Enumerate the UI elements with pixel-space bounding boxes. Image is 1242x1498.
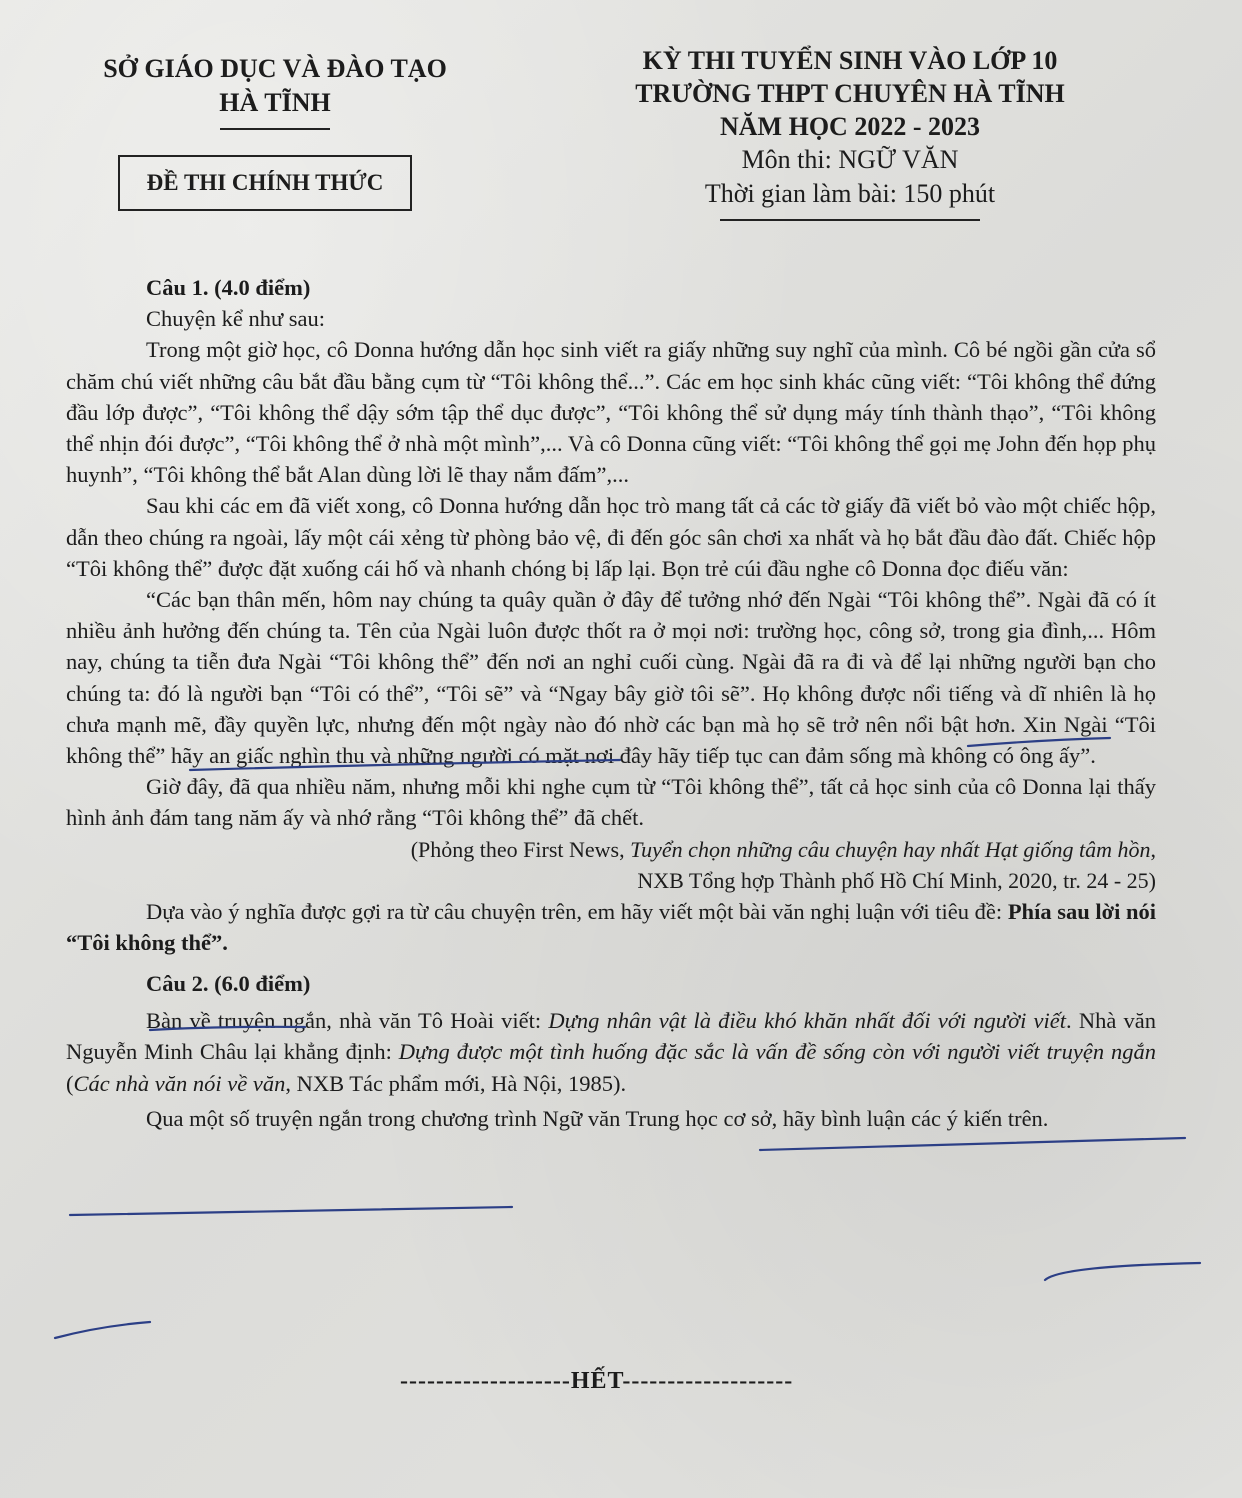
pen-underline-song-con <box>70 1207 512 1215</box>
essay-title: Phía sau lời nói “Tôi không thể”. <box>66 898 1156 955</box>
subject-line: Môn thi: NGỮ VĂN <box>741 145 959 174</box>
story-paragraph-2: Sau khi các em đã viết xong, cô Donna hướng dẫn học trò mang tất cả các tờ giấy đã viết bỏ vào một chiếc hộp, dẫn theo chúng ra ngoài, lấy một cái xẻng từ phòng bảo vệ, đi đến góc sân chơi xa nhất và họ bắt đầu đào đất. Chiếc hộp “Tôi không thể” được đặt xuống cái hố và nhanh chóng bị lấp lại. Bọn trẻ cúi đầu nghe cô Donna đọc điếu văn: <box>66 493 1156 581</box>
pen-underline-binh-luan <box>1045 1263 1200 1280</box>
header-right <box>590 44 1110 221</box>
question-2-paragraph-1 <box>66 1005 1156 1099</box>
question-1-title: Câu 1. (4.0 điểm) <box>146 275 311 300</box>
pen-underline-kien-tren <box>55 1322 150 1338</box>
question-1-task <box>66 896 1156 958</box>
question-1-intro: Chuyện kể như sau: <box>146 306 326 332</box>
department-name: SỞ GIÁO DỤC VÀ ĐÀO TẠO <box>103 54 447 83</box>
story-paragraph-4: Giờ đây, đã qua nhiều năm, nhưng mỗi khi nghe cụm từ “Tôi không thể”, tất cả học sinh của cô Donna lại thấy hình ảnh đám tang năm ấy và nhớ rằng “Tôi không thể” đã chết. <box>66 774 1156 831</box>
header-right-rule <box>720 219 980 221</box>
question-2-title: Câu 2. (6.0 điểm) <box>146 971 311 997</box>
source-book-title: Tuyển chọn những câu chuyện hay nhất Hạt giống tâm hồn <box>630 836 1151 862</box>
official-exam-label: ĐỀ THI CHÍNH THỨC <box>118 155 412 211</box>
to-hoai-quote: Dựng nhân vật là điều khó khăn nhất đối với người viết <box>548 1008 1066 1034</box>
province-name: HÀ TĨNH <box>219 88 331 117</box>
exam-name: KỲ THI TUYỂN SINH VÀO LỚP 10 <box>642 46 1058 75</box>
school-year: NĂM HỌC 2022 - 2023 <box>720 112 980 141</box>
source-prefix: (Phỏng theo First News, <box>410 836 631 862</box>
school-name: TRƯỜNG THPT CHUYÊN HÀ TĨNH <box>635 79 1065 108</box>
reference-book: Các nhà văn nói về văn <box>73 1070 286 1096</box>
nguyen-minh-chau-quote: Dựng được một tình huống đặc sắc là vấn đề sống còn với người viết truyện ngắn <box>398 1039 1157 1065</box>
task-text: Dựa vào ý nghĩa được gợi ra từ câu chuyện trên, em hãy viết một bài văn nghị luận với tiêu đề: <box>146 898 1008 924</box>
header-left <box>60 52 490 130</box>
q2-paren: ( <box>66 1070 74 1096</box>
story-paragraph-3: “Các bạn thân mến, hôm nay chúng ta quây quần ở đây để tưởng nhớ đến Ngài “Tôi không thể”. Ngài đã có ít nhiều ảnh hưởng đến chúng ta. Tên của Ngài luôn được thốt ra ở mọi nơi: trường học, công sở, trong gia đình,... Hôm nay, chúng ta tiễn đưa Ngài “Tôi không thể” đến nơi an nghỉ cuối cùng. Ngài đã ra đi và để lại những người bạn cho chúng ta: đó là người bạn “Tôi có thể”, “Tôi sẽ” và “Ngay bây giờ tôi sẽ”. Họ không được nổi tiếng và dĩ nhiên là họ chưa mạnh mẽ, đầy quyền lực, nhưng đến một ngày nào đó nhờ các bạn mà họ sẽ trở nên nổi bật hơn. Xin Ngài “Tôi không thể” hãy an giấc nghìn thu và những người có mặt nơi đây hãy tiếp tục can đảm sống mà không có ông ấy”. <box>66 587 1156 769</box>
q2-intro: Bàn về truyện ngắn, nhà văn Tô Hoài viết: <box>146 1008 549 1034</box>
duration-line: Thời gian làm bài: 150 phút <box>704 179 996 208</box>
question-2-task: Qua một số truyện ngắn trong chương trình Ngữ văn Trung học cơ sở, hãy bình luận các ý kiến trên. <box>146 1105 1049 1131</box>
header-left-rule <box>220 128 330 130</box>
story-paragraph-1: Trong một giờ học, cô Donna hướng dẫn học sinh viết ra giấy những suy nghĩ của mình. Cô bé ngồi gần cửa sổ chăm chú viết những câu bắt đầu bằng cụm từ “Tôi không thể...”. Các em học sinh khác cũng viết: “Tôi không thể đứng đầu lớp được”, “Tôi không thể dậy sớm tập thể dục được”, “Tôi không thể sử dụng máy tính thành thạo”, “Tôi không thể nhịn đói được”, “Tôi không thể ở nhà một mình”,... Và cô Donna cũng viết: “Tôi không thể gọi mẹ John đến họp phụ huynh”, “Tôi không thể bắt Alan dùng lời lẽ thay nắm đấm”,... <box>66 337 1156 488</box>
q2-ref-suffix: , NXB Tác phẩm mới, Hà Nội, 1985). <box>285 1070 627 1096</box>
pen-underline-tinh-huong <box>760 1138 1185 1150</box>
source-publisher: NXB Tổng hợp Thành phố Hồ Chí Minh, 2020, tr. 24 - 25) <box>637 867 1156 893</box>
end-mark: -------------------HẾT------------------- <box>400 1368 794 1394</box>
exam-content <box>66 272 1156 1134</box>
source-comma: , <box>1150 836 1156 862</box>
story-source <box>66 834 1156 896</box>
q2-mid: . Nhà văn Nguyễn Minh Châu lại khẳng định: <box>66 1008 1156 1065</box>
